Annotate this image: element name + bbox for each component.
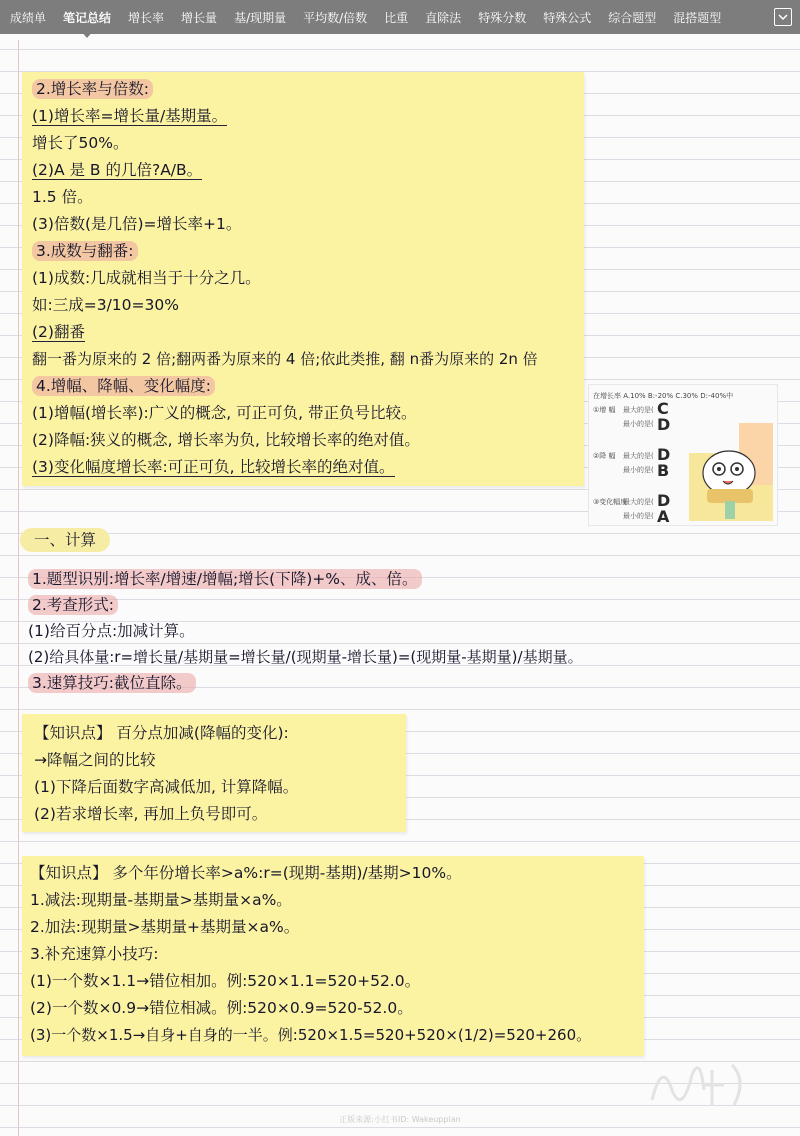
chevron-down-icon: [778, 13, 788, 21]
note-line: 3.速算技巧:截位直除。: [28, 670, 196, 696]
quiz-answer: B: [657, 461, 670, 480]
quiz-min-label: 最小的是(: [623, 512, 654, 520]
note-line: 1.5 倍。: [32, 188, 93, 206]
quiz-header: 在增长率 A.10% B:-20% C.30% D:-40%中: [593, 392, 734, 400]
quiz-answer: C: [657, 399, 669, 418]
tab-growth-rate[interactable]: 增长率: [128, 10, 165, 25]
note-heading: 4.增幅、降幅、变化幅度:: [32, 373, 584, 400]
quiz-answer: D: [657, 445, 671, 464]
source-watermark: 正版来源:小红书ID: Wakeupplan: [339, 1115, 461, 1124]
note-line: 翻一番为原来的 2 倍;翻两番为原来的 4 倍;依此类推, 翻 n番为原来的 2n 倍: [32, 350, 538, 368]
growth-rate-quiz-card: [588, 384, 778, 526]
tab-mixed-questions[interactable]: 混搭题型: [673, 10, 722, 25]
note-line: (1)成数:几成就相当于十分之几。: [32, 269, 261, 287]
notebook-margin-line: [18, 40, 19, 1136]
note-line: 增长了50%。: [32, 134, 129, 152]
note-line: 2.加法:现期量>基期量+基期量×a%。: [30, 918, 300, 936]
note-line: (2)A 是 B 的几倍?A/B。: [32, 161, 203, 179]
tab-report-card[interactable]: 成绩单: [10, 10, 47, 25]
mascot-illustration: [689, 423, 773, 521]
note-line: 1.题型识别:增长率/增速/增幅;增长(下降)+%、成、倍。: [28, 566, 422, 592]
quiz-min-label: 最小的是(: [623, 420, 654, 428]
note-line: 3.补充速算小技巧:: [30, 945, 159, 963]
expand-menu-button[interactable]: [774, 8, 792, 26]
note-line: 【知识点】 百分点加减(降幅的变化):: [34, 724, 289, 742]
note-growth-and-multiples: [22, 72, 584, 486]
tab-growth-amount[interactable]: 增长量: [181, 10, 218, 25]
note-line: (2)翻番: [32, 323, 85, 341]
note-line: 如:三成=3/10=30%: [32, 296, 179, 314]
note-line: 1.减法:现期量-基期量>基期量×a%。: [30, 891, 292, 909]
quiz-max-label: 最大的是(: [623, 452, 654, 460]
tab-special-fractions[interactable]: 特殊分数: [478, 10, 527, 25]
note-multi-year-growth: [22, 856, 644, 1056]
quiz-row-label: ③变化幅度: [593, 498, 628, 506]
tab-average-multiple[interactable]: 平均数/倍数: [303, 10, 368, 25]
note-line: (1)增幅(增长率):广义的概念, 可正可负, 带正负号比较。: [32, 404, 417, 422]
note-percentage-points: [22, 714, 406, 832]
note-line: (1)下降后面数字高减低加, 计算降幅。: [34, 778, 299, 796]
note-line: (1)增长率=增长量/基期量。: [32, 107, 228, 125]
note-heading: 2.增长率与倍数:: [32, 76, 584, 103]
quiz-row-label: ②降 幅: [593, 452, 616, 460]
quiz-answer: D: [657, 491, 671, 510]
quiz-row-label: ①增 幅: [593, 406, 616, 414]
tab-direct-division[interactable]: 直除法: [425, 10, 462, 25]
quiz-answer: D: [657, 415, 671, 434]
section-title-calculation: 一、计算: [20, 528, 110, 552]
note-heading: 3.成数与翻番:: [32, 238, 584, 265]
quiz-min-label: 最小的是(: [623, 466, 654, 474]
note-line: (1)给百分点:加减计算。: [28, 622, 195, 640]
note-line: (3)变化幅度增长率:可正可负, 比较增长率的绝对值。: [32, 458, 395, 476]
tab-special-formulas[interactable]: 特殊公式: [543, 10, 592, 25]
signature-logo: [642, 1050, 762, 1120]
tab-comprehensive-questions[interactable]: 综合题型: [608, 10, 657, 25]
note-line: (2)给具体量:r=增长量/基期量=增长量/(现期量-增长量)=(现期量-基期量)/基期量。: [28, 648, 583, 666]
note-line: 2.考查形式:: [28, 592, 118, 618]
note-line: (2)一个数×0.9→错位相减。例:520×0.9=520-52.0。: [30, 999, 413, 1017]
note-line: (2)降幅:狭义的概念, 增长率为负, 比较增长率的绝对值。: [32, 431, 420, 449]
note-line: (3)倍数(是几倍)=增长率+1。: [32, 215, 242, 233]
tab-proportion[interactable]: 比重: [384, 10, 409, 25]
note-line: →降幅之间的比较: [34, 751, 156, 769]
note-line: (2)若求增长率, 再加上负号即可。: [34, 805, 268, 823]
quiz-max-label: 最大的是(: [623, 498, 654, 506]
note-line: (3)一个数×1.5→自身+自身的一半。例:520×1.5=520+520×(1/2)=520+260。: [30, 1026, 592, 1044]
quiz-max-label: 最大的是(: [623, 406, 654, 414]
note-line: 【知识点】 多个年份增长率>a%:r=(现期-基期)/基期>10%。: [30, 864, 462, 882]
note-line: (1)一个数×1.1→错位相加。例:520×1.1=520+52.0。: [30, 972, 421, 990]
tab-base-current-amount[interactable]: 基/现期量: [234, 10, 287, 25]
quiz-answer: A: [657, 507, 670, 526]
tab-notes-summary[interactable]: 笔记总结: [63, 10, 112, 25]
top-nav: [0, 0, 800, 34]
